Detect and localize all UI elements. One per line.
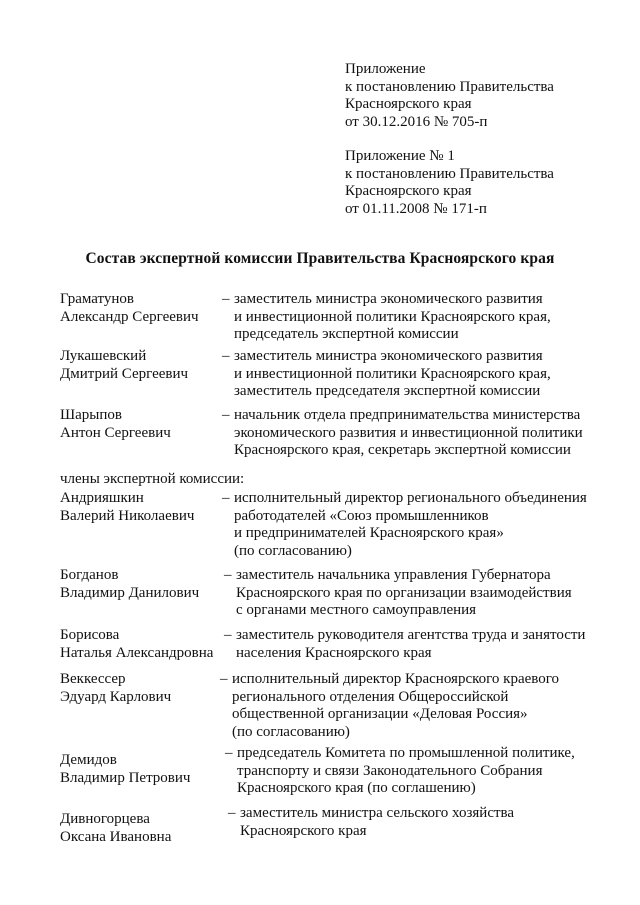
member-name <box>60 567 230 602</box>
member-surname: Андрияшкин <box>60 490 144 506</box>
member-surname: Демидов <box>60 752 117 768</box>
role-line: Красноярского края по организации взаимодействия <box>236 584 572 601</box>
member-given-name: Владимир Данилович <box>60 584 200 601</box>
dash-separator: – <box>222 407 230 423</box>
role-line: заместитель председателя экспертной комиссии <box>234 383 541 399</box>
member-surname: Богданов <box>60 567 119 583</box>
member-role <box>232 671 612 741</box>
role-line: (по согласованию) <box>232 723 350 740</box>
member-given-name: Валерий Николаевич <box>60 507 195 524</box>
appendix-line: от 30.12.2016 № 705-п <box>345 113 488 130</box>
dash-separator: – <box>224 567 232 583</box>
role-line: с органами местного самоуправления <box>236 602 477 618</box>
member-role <box>234 407 614 460</box>
member-given-name: Александр Сергеевич <box>60 308 199 325</box>
member-given-name: Владимир Петрович <box>60 769 191 786</box>
appendix-original-header <box>345 148 615 218</box>
member-name <box>60 627 230 662</box>
member-name <box>60 407 230 442</box>
dash-separator: – <box>224 627 232 643</box>
appendix-line: от 01.11.2008 № 171-п <box>345 200 487 217</box>
member-surname: Шарыпов <box>60 407 122 423</box>
role-line: работодателей «Союз промышленников <box>234 507 489 524</box>
role-line: Красноярского края (по соглашению) <box>237 780 476 796</box>
member-role <box>234 291 614 344</box>
member-name <box>60 671 230 706</box>
role-line: заместитель начальника управления Губернатора <box>236 567 551 583</box>
role-line: исполнительный директор Красноярского краевого <box>232 671 560 687</box>
role-line: и инвестиционной политики Красноярского края, <box>234 308 551 325</box>
role-line: и инвестиционной политики Красноярского края, <box>234 365 551 382</box>
members-section-label: члены экспертной комиссии: <box>60 471 245 487</box>
member-role <box>237 745 617 798</box>
appendix-line: к постановлению Правительства <box>345 165 554 182</box>
member-name <box>60 490 230 525</box>
role-line: регионального отделения Общероссийской <box>232 688 509 705</box>
member-role <box>234 490 614 560</box>
document-title: Состав экспертной комиссии Правительства Красноярского края <box>85 250 555 267</box>
dash-separator: – <box>222 348 230 364</box>
role-line: заместитель министра сельского хозяйства <box>240 805 515 821</box>
member-given-name: Антон Сергеевич <box>60 424 171 441</box>
role-line: транспорту и связи Законодательного Собрания <box>237 762 543 779</box>
role-line: заместитель министра экономического развития <box>234 291 543 307</box>
role-line: Красноярского края, секретарь экспертной комиссии <box>234 442 571 458</box>
role-line: экономического развития и инвестиционной политики <box>234 424 583 441</box>
member-role <box>236 627 616 662</box>
role-line: общественной организации «Деловая Россия» <box>232 706 528 722</box>
dash-separator: – <box>225 745 233 761</box>
role-line: и предпринимателей Красноярского края» <box>234 525 504 541</box>
member-given-name: Наталья Александровна <box>60 644 214 661</box>
appendix-header <box>345 61 615 131</box>
appendix-line: Приложение № 1 <box>345 148 455 164</box>
member-name <box>60 291 230 326</box>
role-line: населения Красноярского края <box>236 644 432 661</box>
member-role <box>234 348 614 401</box>
member-surname: Граматунов <box>60 291 135 307</box>
dash-separator: – <box>222 291 230 307</box>
member-given-name: Эдуард Карлович <box>60 688 172 705</box>
role-line: председатель Комитета по промышленной политике, <box>237 745 575 761</box>
member-given-name: Оксана Ивановна <box>60 828 172 845</box>
dash-separator: – <box>222 490 230 506</box>
member-surname: Лукашевский <box>60 348 147 364</box>
member-name <box>60 348 230 383</box>
member-surname: Веккессер <box>60 671 126 687</box>
role-line: начальник отдела предпринимательства министерства <box>234 407 581 423</box>
role-line: Красноярского края <box>240 822 367 839</box>
role-line: исполнительный директор регионального объединения <box>234 490 587 506</box>
appendix-line: Красноярского края <box>345 96 472 112</box>
dash-separator: – <box>228 805 236 821</box>
member-surname: Дивногорцева <box>60 811 150 827</box>
appendix-line: к постановлению Правительства <box>345 78 554 95</box>
member-surname: Борисова <box>60 627 120 643</box>
member-role <box>236 567 616 620</box>
role-line: заместитель руководителя агентства труда и занятости <box>236 627 586 643</box>
appendix-line: Приложение <box>345 61 426 77</box>
appendix-line: Красноярского края <box>345 183 472 199</box>
dash-separator: – <box>220 671 228 687</box>
member-role <box>240 805 620 840</box>
role-line: председатель экспертной комиссии <box>234 326 459 342</box>
member-name <box>60 811 230 846</box>
member-given-name: Дмитрий Сергеевич <box>60 365 189 382</box>
member-name <box>60 752 230 787</box>
role-line: заместитель министра экономического развития <box>234 348 543 364</box>
role-line: (по согласованию) <box>234 542 352 559</box>
